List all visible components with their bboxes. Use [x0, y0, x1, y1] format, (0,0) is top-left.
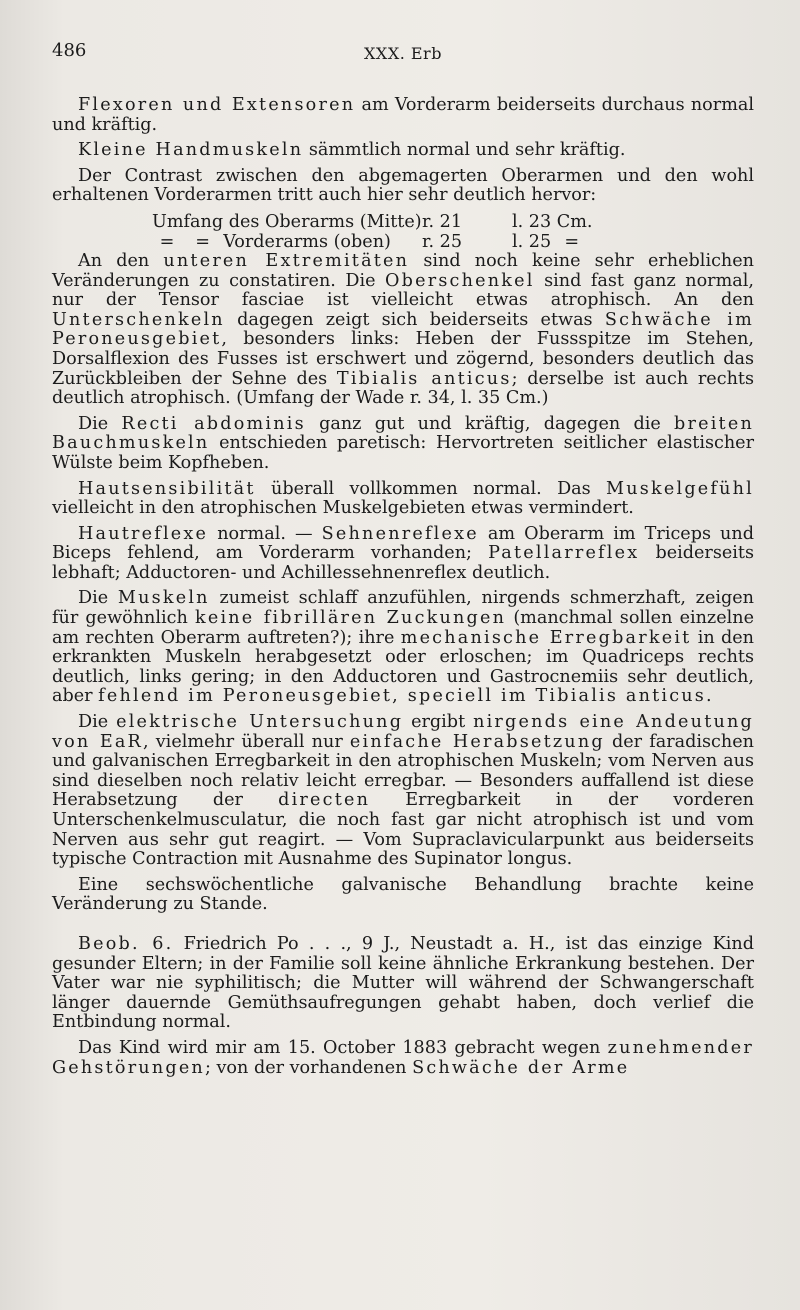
- emphasized-text: Unterschenkeln: [52, 309, 225, 330]
- ditto-mark: =: [564, 231, 580, 252]
- emphasized-text: mechanische Erregbarkeit: [400, 627, 692, 648]
- emphasized-text: Schwäche der Arme: [412, 1057, 630, 1078]
- paragraph: [52, 96, 754, 135]
- paragraph: [52, 480, 754, 519]
- emphasized-text: elektrische Untersuchung: [116, 712, 404, 733]
- text-run: am Vorderarm beiderseits durchaus normal und kräftig.: [52, 95, 754, 135]
- emphasized-text: Oberschenkel: [385, 270, 535, 291]
- emphasized-text: unteren Extremitäten: [163, 250, 410, 271]
- emphasized-text: Schwäche im Peroneusgebiet: [52, 309, 754, 350]
- measurement-left: l. 23 Cm.: [512, 211, 593, 232]
- page-header: [52, 40, 754, 74]
- emphasized-text: Sehnenreflexe: [321, 523, 479, 544]
- paragraph: [52, 167, 754, 206]
- case-report: [52, 935, 754, 1078]
- text-run: überall vollkommen normal. Das: [255, 478, 607, 499]
- text-run: (manchmal sollen einzelne am rechten Oberarm auftreten?); ihre: [52, 608, 754, 648]
- measurement-label: Umfang des Oberarms (Mitte): [152, 211, 422, 232]
- text-run: Die: [78, 588, 118, 609]
- text-run: ganz gut und kräftig, dagegen die: [305, 413, 675, 434]
- paragraph: [52, 935, 754, 1033]
- emphasized-text: breiten Bauchmuskeln: [52, 413, 754, 454]
- text-run: An den: [78, 250, 164, 271]
- page-number: 486: [52, 40, 87, 61]
- text-run: beiderseits lebhaft; Adductoren- und Achillessehnenreflex deutlich.: [52, 543, 754, 583]
- emphasized-text: Hautreflexe: [78, 523, 209, 544]
- emphasized-text: einfache Herabsetzung: [349, 731, 605, 752]
- ditto-mark: =: [159, 231, 175, 252]
- text-run: zumeist schlaff anzufühlen, nirgends schmerzhaft, zeigen für gewöhnlich: [52, 588, 754, 629]
- emphasized-text: Recti abdominis: [121, 413, 306, 434]
- measurement-left-text: l. 25: [512, 231, 552, 252]
- paragraph: [52, 252, 754, 409]
- measurement-right: r. 25: [422, 231, 463, 252]
- emphasized-text: Tibialis anticus: [336, 368, 512, 389]
- measurement-row: [52, 212, 754, 232]
- text-run: in den erkrankten Muskeln herabgesetzt oder erloschen; im Quadriceps rechts deutlich, links gering; in den Adductoren und Gastrocnemiis sehr deutlich, aber: [52, 627, 755, 707]
- text-run: sind noch keine sehr erheblichen Veränderungen zu constatiren. Die: [52, 250, 754, 291]
- paragraph-group-2: [52, 252, 754, 915]
- measurement-row: [52, 232, 754, 252]
- text-run: dagegen zeigt sich beiderseits etwas: [224, 309, 605, 330]
- text-run: Friedrich Po . . ., 9 J., Neustadt a. H., ist das einzige Kind gesunder Eltern; in der Familie soll keine ähnliche Erkrankung bestehen. Der Vater war nie syphilitisch; die Mutter will während der Schwangerschaft länger dauernde Gemüthsaufregungen gehabt haben, doch verlief die Entbindung normal.: [52, 933, 754, 1033]
- text-run: ergibt: [403, 712, 474, 733]
- emphasized-text: directen: [278, 790, 371, 811]
- emphasized-text: Patellarreflex: [488, 543, 640, 564]
- emphasized-text: Muskeln: [117, 588, 210, 609]
- ditto-mark: =: [195, 231, 210, 252]
- text-run: am Oberarm im Triceps und Biceps fehlend, am Vorderarm vorhanden;: [52, 523, 754, 564]
- emphasized-text: zunehmender Gehstörungen: [52, 1037, 754, 1078]
- measurement-right: r. 21: [422, 211, 463, 232]
- emphasized-text: Muskelgefühl: [606, 478, 754, 499]
- measurement-label-text: Vorderarms (oben): [223, 231, 391, 252]
- running-head: XXX. Erb: [364, 44, 442, 63]
- paragraph: [52, 525, 754, 584]
- paragraph-group-1: [52, 96, 754, 206]
- emphasized-text: fehlend im Peroneusgebiet, speciell im Tibialis anticus: [98, 686, 707, 707]
- text-run: Die: [78, 712, 117, 733]
- text-run: ; derselbe ist auch rechts deutlich atrophisch. (Umfang der Wade r. 34, l. 35 Cm.): [52, 368, 754, 409]
- body-text: [52, 96, 754, 1078]
- text-run: .: [706, 686, 712, 707]
- measurement-left: [512, 232, 612, 252]
- text-run: Eine sechswöchentliche galvanische Behandlung brachte keine Veränderung zu Stande.: [52, 874, 754, 915]
- paragraph: [52, 589, 754, 707]
- text-run: Der Contrast zwischen den abgemagerten Oberarmen und den wohl erhaltenen Vorderarmen tritt auch hier sehr deutlich hervor:: [52, 165, 754, 206]
- paragraph: [52, 415, 754, 474]
- text-run: sämmtlich normal und sehr kräftig.: [303, 140, 626, 161]
- text-run: Erregbarkeit in der vorderen Unterschenkelmusculatur, die noch fast gar nicht atrophisch ist und vom Nerven aus sehr gut reagirt. — Vom Supraclavicularpunkt aus beiderseits typische Contraction mit Ausnahme des Supinator longus.: [52, 790, 754, 870]
- emphasized-text: Flexoren und Extensoren: [78, 95, 356, 115]
- text-run: der faradischen und galvanischen Erregbarkeit in den atrophischen Muskeln; vom Nerven aus sind dieselben noch relativ leicht erregbar. — Besonders auffallend ist diese Herabsetzung der: [52, 731, 754, 811]
- paragraph: [52, 141, 754, 161]
- text-run: vielleicht in den atrophischen Muskelgebieten etwas vermindert.: [52, 498, 634, 519]
- text-run: , vielmehr überall nur: [143, 731, 350, 752]
- text-run: sind fast ganz normal, nur der Tensor fasciae ist vielleicht etwas atrophisch. An den: [52, 270, 754, 311]
- measurement-label: [152, 232, 422, 252]
- measurement-table: [52, 212, 754, 252]
- text-run: , besonders links: Heben der Fussspitze im Stehen, Dorsalflexion des Fusses ist erschwert und zögernd, besonders deutlich das Zurückbleiben der Sehne des: [52, 329, 754, 389]
- text-run: entschieden paretisch: Hervortreten seitlicher elastischer Wülste beim Kopfheben.: [52, 433, 754, 473]
- text-run: Die: [78, 413, 122, 434]
- text-run: Das Kind wird mir am 15. October 1883 gebracht wegen: [78, 1037, 608, 1058]
- paragraph: [52, 1039, 754, 1078]
- emphasized-text: Kleine Handmuskeln: [78, 140, 304, 161]
- paragraph: [52, 713, 754, 870]
- emphasized-text: Hautsensibilität: [78, 478, 256, 499]
- emphasized-text: Beob. 6.: [78, 933, 174, 954]
- text-run: ; von der vorhandenen: [204, 1057, 413, 1078]
- emphasized-text: nirgends eine Andeutung von EaR: [52, 712, 754, 752]
- emphasized-text: keine fibrillären Zuckungen: [194, 608, 507, 629]
- text-run: normal. —: [208, 523, 322, 544]
- paragraph: [52, 876, 754, 915]
